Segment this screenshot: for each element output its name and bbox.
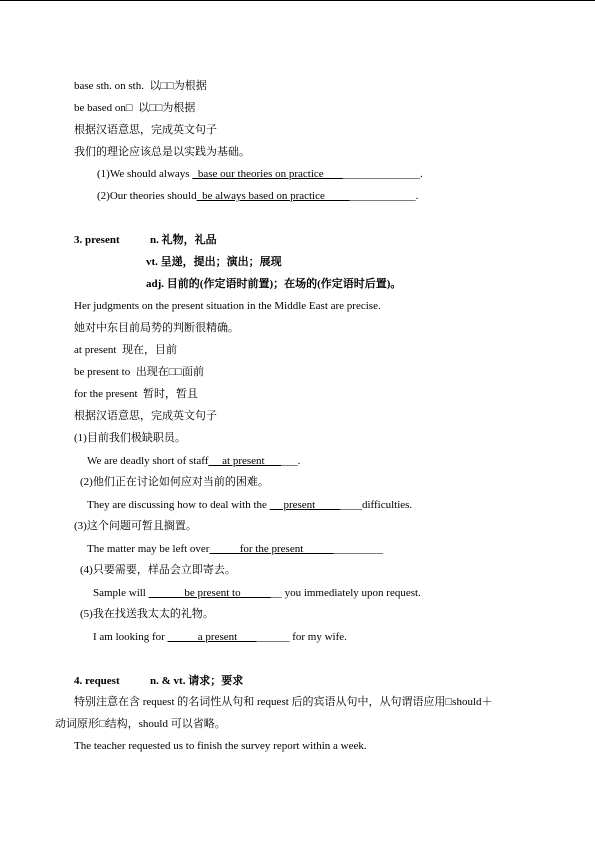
example-translation: 她对中东目前局势的判断很精确。: [74, 322, 239, 334]
section-heading-present: 3. present: [74, 234, 120, 246]
answer-fill: ______ be present to: [148, 587, 271, 599]
question-4: (4)只要需要，样品会立即寄去。: [80, 564, 236, 576]
answer-2: [87, 498, 412, 512]
grammar-note-line-2: 动词原形□结构，should 可以省略。: [55, 718, 226, 730]
exercise-line-2: [97, 189, 418, 203]
answer-blank: ____difficulties.: [339, 499, 413, 511]
exercise-blank: ____________.: [349, 190, 419, 202]
answer-text: The matter may be left over: [87, 543, 210, 555]
answer-1: [87, 454, 300, 468]
question-2: (2)他们正在讨论如何应对当前的困难。: [80, 476, 269, 488]
answer-blank: _________: [333, 543, 384, 555]
chinese-sentence: 我们的理论应该总是以实践为基础。: [74, 146, 250, 158]
definition-adj: adj. 目前的(作定语时前置)；在场的(作定语时后置)。: [146, 278, 402, 290]
answer-fill: __ present ____: [269, 499, 340, 511]
section-heading-request: 4. request: [74, 675, 120, 687]
phrase-for-the-present: for the present 暂时，暂且: [74, 388, 199, 400]
answer-blank: __ you immediately upon request.: [270, 587, 421, 599]
answer-fill: __ at present: [208, 455, 282, 467]
exercise-blank: ______________.: [342, 168, 423, 180]
grammar-note-line-1: 特别注意在含 request 的名词性从句和 request 后的宾语从句中，从句谓语应用□should＋: [74, 696, 493, 708]
answer-text: I am looking for: [93, 631, 168, 643]
answer-3: [87, 542, 383, 556]
exercise-line-1: [97, 167, 423, 181]
answer-blank: ______ for my wife.: [256, 631, 347, 643]
exercise-answer: be always based on practice: [196, 190, 350, 202]
definition-noun: n. 礼物，礼品: [150, 234, 217, 246]
example-sentence: The teacher requested us to finish the survey report within a week.: [74, 740, 367, 752]
phrase-at-present: at present 现在，目前: [74, 344, 177, 356]
phrase-base-on: base sth. on sth. 以□□为根据: [74, 80, 207, 92]
question-3: (3)这个问题可暂且搁置。: [74, 520, 197, 532]
question-1: (1)目前我们极缺职员。: [74, 432, 186, 444]
exercise-answer: base our theories on practice: [192, 168, 343, 180]
exercise-text: (1)We should always: [97, 168, 193, 180]
answer-5: [93, 630, 347, 644]
answer-blank: ___.: [281, 455, 301, 467]
answer-text: They are discussing how to deal with the: [87, 499, 270, 511]
top-rule: [0, 0, 595, 1]
instruction: 根据汉语意思，完成英文句子: [74, 124, 217, 136]
answer-text: We are deadly short of staff: [87, 455, 209, 467]
phrase-be-present-to: be present to 出现在□□面前: [74, 366, 204, 378]
answer-text: Sample will: [93, 587, 149, 599]
example-sentence: Her judgments on the present situation in the Middle East are precise.: [74, 300, 381, 312]
definition-request: n. & vt. 请求；要求: [150, 675, 244, 687]
answer-4: [93, 586, 421, 600]
definition-verb: vt. 呈递，提出；演出；展现: [146, 256, 282, 268]
phrase-be-based-on: be based on□ 以□□为根据: [74, 102, 196, 114]
answer-fill: _____ a present: [167, 631, 257, 643]
question-5: (5)我在找送我太太的礼物。: [80, 608, 214, 620]
instruction: 根据汉语意思，完成英文句子: [74, 410, 217, 422]
exercise-text: (2)Our theories should: [97, 190, 197, 202]
answer-fill: _____ for the present: [209, 543, 334, 555]
